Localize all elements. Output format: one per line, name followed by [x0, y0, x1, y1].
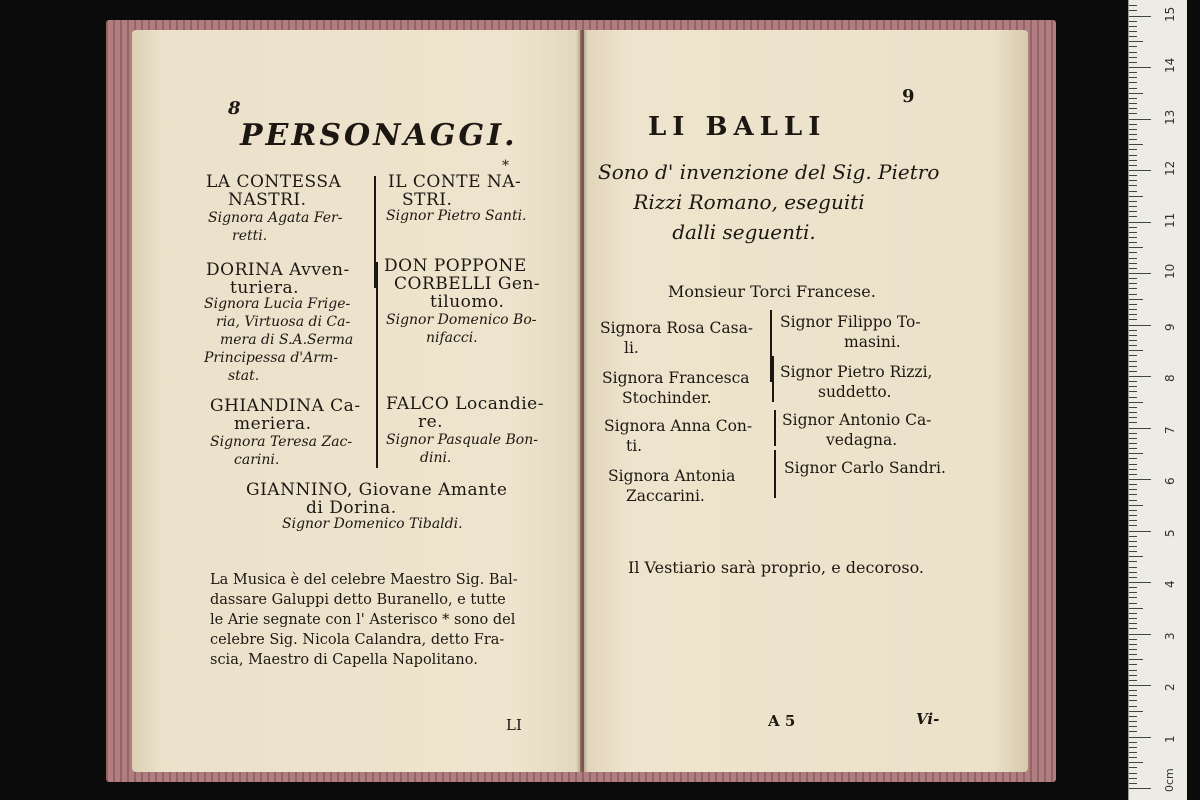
- ruler-tick: [1129, 309, 1137, 310]
- ruler-tick: [1129, 258, 1137, 259]
- ruler-tick: [1129, 500, 1137, 501]
- ballet-subtitle: dalli seguenti.: [672, 220, 816, 244]
- ruler-tick: [1129, 340, 1137, 341]
- ruler-tick: [1129, 505, 1143, 506]
- music-note-line: scia, Maestro di Capella Napolitano.: [210, 652, 478, 668]
- ruler-tick: [1129, 680, 1137, 681]
- ruler-tick: [1129, 268, 1137, 269]
- ruler-tick: [1129, 443, 1137, 444]
- ruler-tick: [1129, 376, 1151, 377]
- role-ghiandina-actor: carini.: [234, 452, 280, 468]
- ruler-tick: [1129, 587, 1137, 588]
- role-falco-name: FALCO Locandie-: [386, 394, 544, 414]
- ruler-tick: [1129, 113, 1137, 114]
- ruler-tick: [1129, 222, 1151, 223]
- ruler-tick: [1129, 489, 1137, 490]
- ruler-tick: [1129, 664, 1137, 665]
- music-note-line: celebre Sig. Nicola Calandra, detto Fra-: [210, 632, 505, 648]
- ruler-tick: [1129, 634, 1151, 635]
- ruler-tick: [1129, 582, 1151, 583]
- ruler-tick: [1129, 386, 1137, 387]
- ruler-tick: [1129, 5, 1137, 6]
- ruler-tick: [1129, 232, 1137, 233]
- ruler-tick: [1129, 546, 1137, 547]
- ruler-tick: [1129, 391, 1137, 392]
- dancer-left: [604, 416, 752, 456]
- dancer-left: [600, 318, 753, 358]
- dancer-left: [608, 466, 735, 506]
- ruler-tick: [1129, 88, 1137, 89]
- ruler-tick: [1129, 773, 1137, 774]
- dancer-name-line: Signora Anna Con-: [604, 417, 753, 435]
- ruler-label: 5: [1163, 528, 1177, 537]
- ruler-label: 15: [1163, 6, 1177, 22]
- ruler-tick: [1129, 670, 1137, 671]
- column-divider: [774, 450, 776, 498]
- ruler-label: 14: [1163, 57, 1177, 73]
- ruler-tick: [1129, 747, 1137, 748]
- ruler-tick: [1129, 474, 1137, 475]
- ruler-tick: [1129, 592, 1137, 593]
- ruler-tick: [1129, 608, 1143, 609]
- ruler-tick: [1129, 144, 1143, 145]
- ruler-tick: [1129, 325, 1151, 326]
- ruler-tick: [1129, 139, 1137, 140]
- ruler-tick: [1129, 170, 1151, 171]
- ruler-tick: [1129, 479, 1151, 480]
- ruler-tick: [1129, 690, 1137, 691]
- ruler-tick: [1129, 726, 1137, 727]
- ruler-tick: [1129, 742, 1137, 743]
- left-page: [132, 30, 580, 772]
- ruler-tick: [1129, 361, 1137, 362]
- ruler-tick: [1129, 567, 1137, 568]
- ruler-tick: [1129, 206, 1137, 207]
- role-falco-actor: Signor Pasquale Bon-: [386, 432, 538, 448]
- ruler-tick: [1129, 93, 1143, 94]
- column-divider: [772, 356, 774, 402]
- ruler-tick: [1129, 628, 1137, 629]
- ruler-tick: [1129, 623, 1137, 624]
- ruler-label: 8: [1163, 374, 1177, 382]
- ruler-label: 9: [1163, 322, 1177, 331]
- ruler-tick: [1129, 52, 1137, 53]
- ruler-tick: [1129, 160, 1137, 161]
- ruler-tick: [1129, 464, 1137, 465]
- ruler-tick: [1129, 155, 1137, 156]
- dancer-left: [602, 368, 750, 408]
- ruler-tick: [1129, 191, 1137, 192]
- ruler-tick: [1129, 16, 1151, 17]
- ruler-tick: [1129, 448, 1137, 449]
- ruler-label: 2: [1163, 683, 1177, 691]
- dancer-name-line: Signor Antonio Ca-: [782, 411, 932, 429]
- role-ghiandina-name: GHIANDINA Ca-: [210, 396, 361, 416]
- role-conte-actor: Signor Pietro Santi.: [386, 208, 527, 224]
- music-note-line: La Musica è del celebre Maestro Sig. Bal-: [210, 572, 518, 588]
- role-dorina-actor: Principessa d'Arm-: [204, 350, 338, 366]
- ruler-tick: [1129, 263, 1137, 264]
- role-dorina-actor: mera di S.A.Serma: [220, 332, 354, 348]
- book-spine: [576, 30, 588, 772]
- ruler-tick: [1129, 644, 1137, 645]
- ruler-tick: [1129, 520, 1137, 521]
- role-dorina-name: DORINA Avven-: [206, 260, 350, 280]
- ruler-tick: [1129, 407, 1137, 408]
- left-catchword: LI: [506, 716, 522, 734]
- ruler-label: 3: [1163, 631, 1177, 640]
- role-falco-name: re.: [418, 412, 444, 432]
- ruler-tick: [1129, 10, 1137, 11]
- ruler-tick: [1129, 695, 1137, 696]
- ruler-tick: [1129, 649, 1137, 650]
- ruler-tick: [1129, 149, 1137, 150]
- asterisk-mark: *: [502, 158, 509, 174]
- dancer-right: [784, 458, 946, 478]
- role-giannino-name: di Dorina.: [306, 498, 397, 518]
- music-note-line: le Arie segnate con l' Asterisco * sono del: [210, 612, 516, 628]
- ruler-tick: [1129, 180, 1137, 181]
- ruler-tick: [1129, 371, 1137, 372]
- ruler-tick: [1129, 597, 1137, 598]
- role-dorina-actor: ria, Virtuosa di Ca-: [216, 314, 351, 330]
- ruler-tick: [1129, 603, 1137, 604]
- ruler-tick: [1129, 433, 1137, 434]
- dancer-name-line: Zaccarini.: [626, 487, 705, 505]
- ruler-tick: [1129, 767, 1137, 768]
- ruler-tick: [1129, 175, 1137, 176]
- ruler-tick: [1129, 412, 1137, 413]
- right-page: [584, 30, 1028, 772]
- ruler-tick: [1129, 304, 1137, 305]
- ruler-tick: [1129, 46, 1137, 47]
- role-contessa-actor: retti.: [232, 228, 268, 244]
- role-contessa-name: LA CONTESSA: [206, 172, 342, 192]
- costume-note: Il Vestiario sarà proprio, e decoroso.: [628, 558, 925, 577]
- ruler-tick: [1129, 752, 1137, 753]
- ruler-tick: [1129, 438, 1137, 439]
- dancer-name-line: Signora Antonia: [608, 467, 736, 485]
- role-contessa-name: NASTRI.: [228, 190, 307, 210]
- column-divider: [376, 394, 378, 468]
- ruler-tick: [1129, 654, 1137, 655]
- music-note-line: dassare Galuppi detto Buranello, e tutte: [210, 592, 506, 608]
- ruler-tick: [1129, 381, 1137, 382]
- ruler-label: 6: [1163, 477, 1177, 485]
- right-page-number: 9: [902, 86, 915, 107]
- column-divider: [774, 410, 776, 446]
- ballet-subtitle: Sono d' invenzione del Sig. Pietro: [598, 160, 940, 184]
- ruler-tick: [1129, 242, 1137, 243]
- role-poppone-name: CORBELLI Gen-: [394, 274, 541, 294]
- role-dorina-actor: stat.: [228, 368, 260, 384]
- ruler-tick: [1129, 108, 1137, 109]
- ruler-tick: [1129, 510, 1137, 511]
- ruler-tick: [1129, 21, 1137, 22]
- dancer-name-line: suddetto.: [818, 383, 892, 401]
- ruler-tick: [1129, 453, 1143, 454]
- role-giannino-actor: Signor Domenico Tibaldi.: [282, 516, 463, 532]
- role-poppone-actor: nifacci.: [426, 330, 478, 346]
- ruler-tick: [1129, 737, 1151, 738]
- dancer-name-line: Signor Carlo Sandri.: [784, 459, 946, 477]
- ruler-label: 12: [1163, 160, 1177, 176]
- ruler-tick: [1129, 314, 1137, 315]
- ruler-tick: [1129, 350, 1143, 351]
- role-giannino-name: GIANNINO, Giovane Amante: [246, 480, 508, 500]
- dancer-name-line: Signor Pietro Rizzi,: [780, 363, 933, 381]
- ruler-tick: [1129, 706, 1137, 707]
- ruler-tick: [1129, 531, 1151, 532]
- ruler-tick: [1129, 252, 1137, 253]
- ruler-tick: [1129, 355, 1137, 356]
- ruler-tick: [1129, 397, 1137, 398]
- ruler-tick: [1129, 211, 1137, 212]
- column-divider: [376, 262, 378, 396]
- ruler-tick: [1129, 762, 1143, 763]
- ruler-tick: [1129, 613, 1137, 614]
- role-dorina-actor: Signora Lucia Frige-: [204, 296, 351, 312]
- ruler-tick: [1129, 721, 1137, 722]
- ruler-tick: [1129, 551, 1137, 552]
- ruler-tick: [1129, 72, 1137, 73]
- ruler-tick: [1129, 41, 1143, 42]
- ruler-tick: [1129, 345, 1137, 346]
- ruler-tick: [1129, 165, 1137, 166]
- right-catchword: Vi-: [916, 710, 940, 728]
- ruler-tick: [1129, 330, 1137, 331]
- ruler-tick: [1129, 294, 1137, 295]
- ruler-tick: [1129, 556, 1143, 557]
- role-poppone-name: tiluomo.: [430, 292, 505, 312]
- ruler-tick: [1129, 299, 1143, 300]
- ruler-tick: [1129, 26, 1137, 27]
- printer-signature: A 5: [768, 712, 796, 730]
- ruler-tick: [1129, 247, 1143, 248]
- ruler-tick: [1129, 237, 1137, 238]
- ruler-unit: 0cm: [1163, 768, 1176, 792]
- ruler-label: 10: [1163, 263, 1177, 279]
- ruler-tick: [1129, 659, 1143, 660]
- ballet-subtitle: Rizzi Romano, eseguiti: [633, 190, 865, 214]
- ruler-tick: [1129, 778, 1137, 779]
- ruler-tick: [1129, 335, 1137, 336]
- role-conte-name: IL CONTE NA-: [388, 172, 522, 192]
- ruler-tick: [1129, 196, 1143, 197]
- ruler-tick: [1129, 98, 1137, 99]
- music-note: [210, 570, 518, 670]
- ruler-tick: [1129, 572, 1137, 573]
- ruler-tick: [1129, 129, 1137, 130]
- ruler-label: 1: [1163, 734, 1177, 743]
- role-falco-actor: dini.: [420, 450, 452, 466]
- dancer-name-line: Signora Rosa Casa-: [600, 319, 754, 337]
- ruler-label: 4: [1163, 580, 1177, 588]
- ruler-tick: [1129, 288, 1137, 289]
- ruler-tick: [1129, 700, 1137, 701]
- dancer-name-line: masini.: [844, 333, 901, 351]
- ruler-tick: [1129, 62, 1137, 63]
- ruler-label: 11: [1163, 212, 1177, 228]
- ruler-tick: [1129, 82, 1137, 83]
- ruler-tick: [1129, 541, 1137, 542]
- ruler-tick: [1129, 31, 1137, 32]
- ruler-tick: [1129, 561, 1137, 562]
- role-poppone-actor: Signor Domenico Bo-: [386, 312, 537, 328]
- ruler-tick: [1129, 417, 1137, 418]
- ruler-tick: [1129, 757, 1137, 758]
- dancer-name-line: Signor Filippo To-: [780, 313, 921, 331]
- dancer-name-line: vedagna.: [826, 431, 898, 449]
- dancer-name-line: li.: [624, 339, 639, 357]
- ruler-tick: [1129, 685, 1151, 686]
- dancer-name-line: Stochinder.: [622, 389, 712, 407]
- role-contessa-actor: Signora Agata Fer-: [208, 210, 343, 226]
- ruler-tick: [1129, 283, 1137, 284]
- role-ghiandina-name: meriera.: [234, 414, 312, 434]
- ruler-tick: [1129, 494, 1137, 495]
- ruler-tick: [1129, 711, 1143, 712]
- ruler-tick: [1129, 577, 1137, 578]
- ruler-tick: [1129, 639, 1137, 640]
- ruler-tick: [1129, 57, 1137, 58]
- ruler-tick: [1129, 103, 1137, 104]
- dancer-name-line: Signora Francesca: [602, 369, 750, 387]
- dancer-right: [782, 410, 931, 450]
- ruler-tick: [1129, 716, 1137, 717]
- ruler-tick: [1129, 484, 1137, 485]
- ruler-tick: [1129, 36, 1137, 37]
- ruler-tick: [1129, 227, 1137, 228]
- ruler-tick: [1129, 731, 1137, 732]
- ruler-tick: [1129, 458, 1137, 459]
- ruler-tick: [1129, 402, 1143, 403]
- role-conte-name: STRI.: [402, 190, 453, 210]
- measuring-ruler: [1128, 0, 1187, 800]
- ruler-tick: [1129, 422, 1137, 423]
- ruler-tick: [1129, 618, 1137, 619]
- left-page-number: 8: [228, 98, 241, 119]
- role-ghiandina-actor: Signora Teresa Zac-: [210, 434, 353, 450]
- ruler-tick: [1129, 124, 1137, 125]
- ruler-tick: [1129, 515, 1137, 516]
- dancer-right: [780, 312, 921, 352]
- right-page-heading: LI BALLI: [648, 112, 827, 142]
- ruler-tick: [1129, 201, 1137, 202]
- ruler-tick: [1129, 788, 1151, 789]
- ruler-tick: [1129, 469, 1137, 470]
- role-dorina-name: turiera.: [230, 278, 300, 298]
- lead-dancer: Monsieur Torci Francese.: [668, 282, 876, 301]
- ruler-tick: [1129, 536, 1137, 537]
- ruler-tick: [1129, 119, 1151, 120]
- ruler-tick: [1129, 428, 1151, 429]
- ruler-label: 13: [1163, 109, 1177, 125]
- ruler-tick: [1129, 185, 1137, 186]
- ruler-tick: [1129, 675, 1137, 676]
- ruler-tick: [1129, 77, 1137, 78]
- dancer-name-line: ti.: [626, 437, 643, 455]
- ruler-tick: [1129, 67, 1151, 68]
- ruler-tick: [1129, 525, 1137, 526]
- role-poppone-name: DON POPPONE: [384, 256, 527, 276]
- dancer-right: [780, 362, 932, 402]
- ruler-tick: [1129, 216, 1137, 217]
- ruler-tick: [1129, 278, 1137, 279]
- left-page-heading: PERSONAGGI.: [240, 118, 518, 153]
- ruler-tick: [1129, 319, 1137, 320]
- ruler-label: 7: [1163, 425, 1177, 434]
- ruler-tick: [1129, 273, 1151, 274]
- ruler-tick: [1129, 783, 1137, 784]
- ruler-tick: [1129, 134, 1137, 135]
- ruler-tick: [1129, 366, 1137, 367]
